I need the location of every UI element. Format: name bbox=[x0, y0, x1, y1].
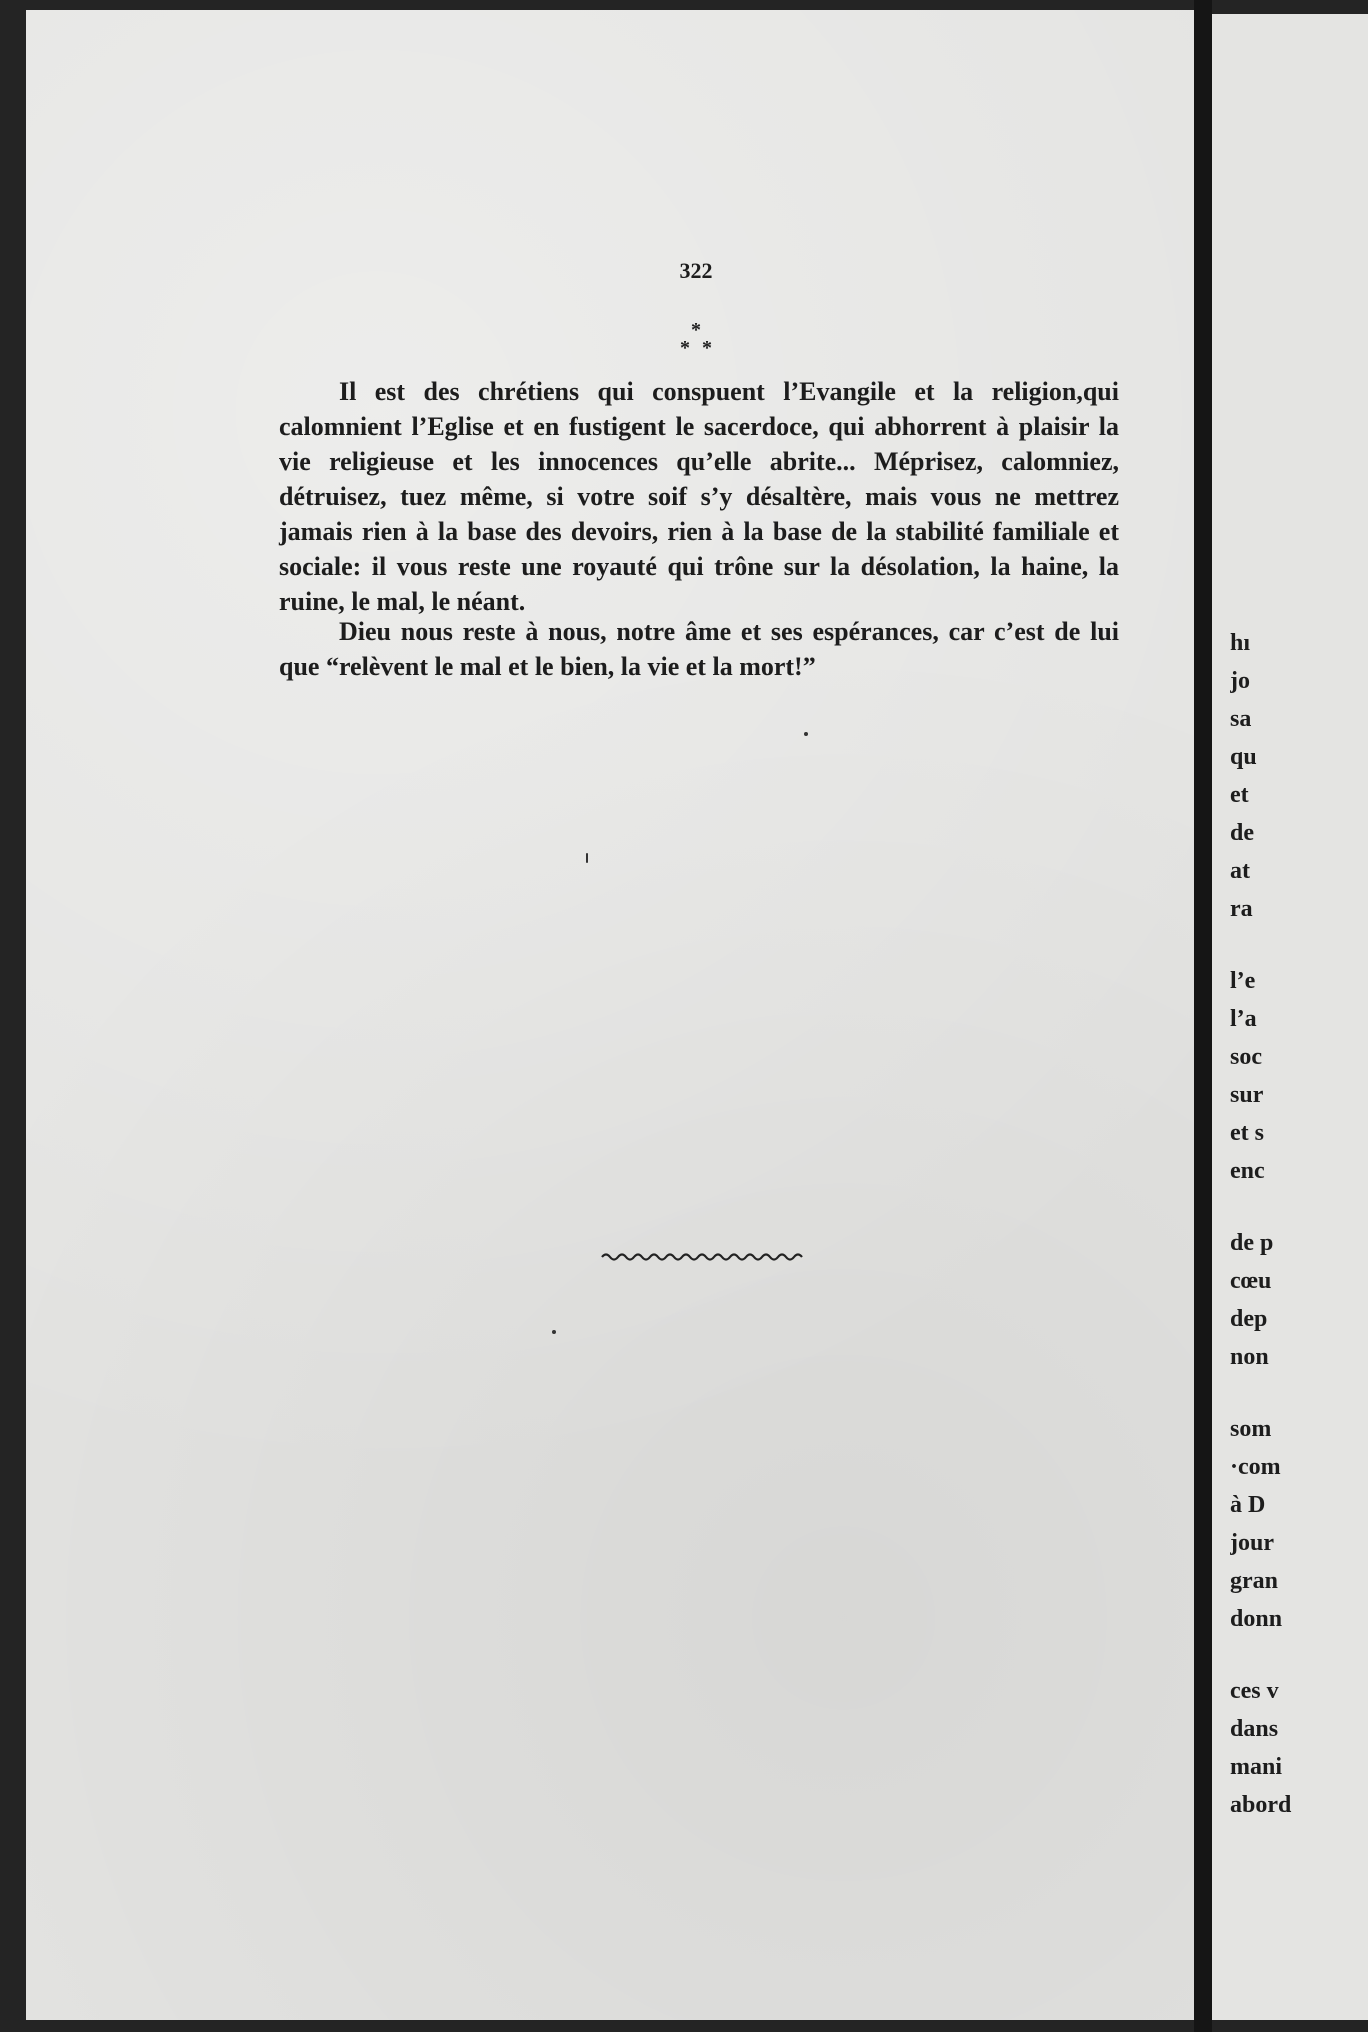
text-line: ·com bbox=[1230, 1454, 1281, 1480]
text-line: et s bbox=[1230, 1120, 1264, 1146]
text-line: donn bbox=[1230, 1606, 1283, 1632]
right-group-4 bbox=[1230, 1410, 1368, 1638]
paper-speck bbox=[804, 732, 808, 736]
svg-text:*: * bbox=[680, 337, 690, 358]
text-line: at bbox=[1230, 858, 1250, 884]
left-page bbox=[26, 10, 1194, 2020]
paper-speck bbox=[552, 1330, 556, 1334]
book-gutter bbox=[1194, 0, 1212, 2032]
right-group-3 bbox=[1230, 1224, 1368, 1376]
svg-text:*: * bbox=[702, 337, 712, 358]
text-line: jo bbox=[1230, 668, 1250, 694]
right-page-text bbox=[1230, 624, 1368, 1824]
text-line: dans bbox=[1230, 1716, 1279, 1742]
text-line: l’e bbox=[1230, 968, 1256, 994]
text-line: à D bbox=[1230, 1492, 1266, 1518]
text-line: l’a bbox=[1230, 1006, 1257, 1032]
text-line: qu bbox=[1230, 744, 1257, 770]
page-number: 322 bbox=[679, 258, 713, 283]
text-line: enc bbox=[1230, 1158, 1265, 1184]
asterism-ornament bbox=[674, 322, 718, 358]
text-line: sa bbox=[1230, 706, 1252, 732]
text-line: ra bbox=[1230, 896, 1253, 922]
svg-text:*: * bbox=[691, 322, 701, 341]
paper-speck bbox=[586, 853, 588, 863]
right-page bbox=[1212, 14, 1368, 2020]
right-group-2 bbox=[1230, 962, 1368, 1190]
paragraph-2: Dieu nous reste à nous, notre âme et ses espérances, car c’est de lui que “relèvent le mal et le bien, la vie et la mort!” bbox=[279, 617, 1119, 681]
text-line: et bbox=[1230, 782, 1249, 808]
text-line: de p bbox=[1230, 1230, 1274, 1256]
text-line: soc bbox=[1230, 1044, 1262, 1070]
right-group-1 bbox=[1230, 624, 1368, 928]
paragraph-1: Il est des chrétiens qui conspuent l’Evangile et la religion,qui calomnient l’Eglise et en fustigent le sacerdoce, qui abhorrent à plaisir la vie religieuse et les innocences qu’elle abrite... Méprisez, calomniez, détruisez, tuez même, si votre soif s’y désaltère, mais vous ne mettrez jamais rien à la base des devoirs, rien à la base de la stabilité familiale et sociale: il vous reste une royauté qui trône sur la désolation, la haine, la ruine, le mal, le néant. bbox=[279, 377, 1119, 616]
text-line: ces v bbox=[1230, 1678, 1279, 1704]
text-line: jour bbox=[1230, 1530, 1274, 1556]
text-line: cœu bbox=[1230, 1268, 1272, 1294]
text-line: dep bbox=[1230, 1306, 1268, 1332]
wavy-divider bbox=[600, 1250, 806, 1264]
right-group-5 bbox=[1230, 1672, 1368, 1824]
text-line: mani bbox=[1230, 1754, 1283, 1780]
text-line: som bbox=[1230, 1416, 1272, 1442]
text-line: sur bbox=[1230, 1082, 1264, 1108]
text-line: gran bbox=[1230, 1568, 1278, 1594]
text-line: abord bbox=[1230, 1792, 1292, 1818]
text-line: hı bbox=[1230, 630, 1251, 656]
text-line: non bbox=[1230, 1344, 1269, 1370]
text-line: de bbox=[1230, 820, 1254, 846]
